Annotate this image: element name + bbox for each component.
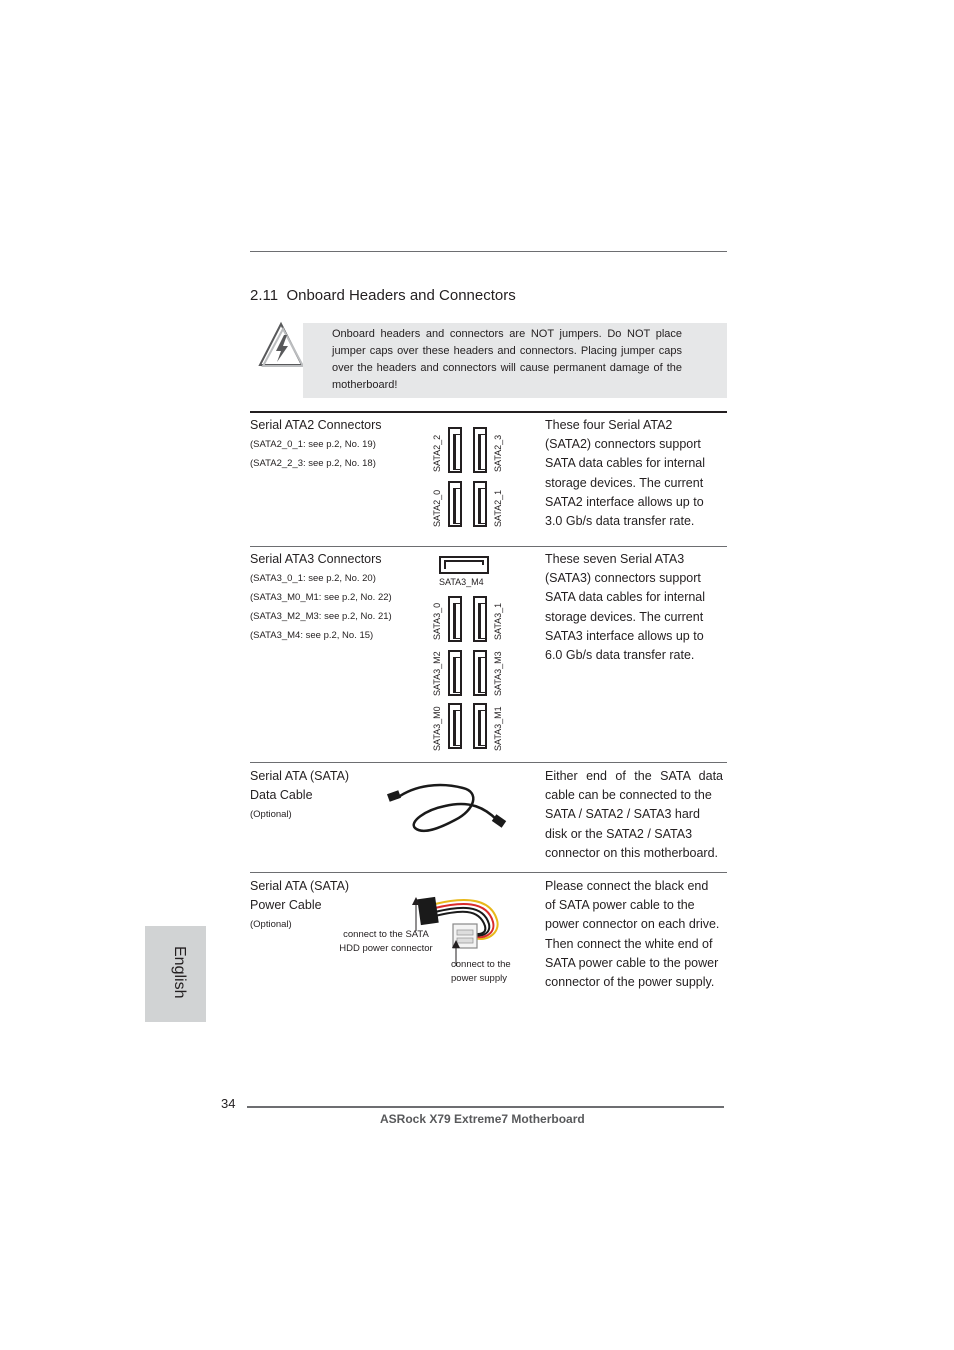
- sata3-m4-label: SATA3_M4: [439, 577, 484, 587]
- divider-sata3: [250, 546, 727, 547]
- sata2-1-label: SATA2_1: [493, 489, 503, 527]
- sata3-m2-label: SATA3_M2: [432, 651, 442, 696]
- sata2-ref-1: (SATA2_2_3: see p.2, No. 18): [250, 458, 376, 469]
- sata2-3-label: SATA2_3: [493, 434, 503, 472]
- sata3-1-label: SATA3_1: [493, 602, 503, 640]
- sata2-2-connector: [448, 427, 462, 473]
- sata3-0-label: SATA3_0: [432, 602, 442, 640]
- sata3-m1-label: SATA3_M1: [493, 706, 503, 751]
- divider-data-cable: [250, 762, 727, 763]
- callout-arrow-sata: [411, 897, 421, 931]
- warning-lightning-icon: [257, 321, 305, 369]
- data-cable-optional: (Optional): [250, 809, 292, 820]
- sata3-m2-connector: [448, 650, 462, 696]
- sata3-m1-connector: [473, 703, 487, 749]
- top-rule: [250, 251, 727, 252]
- section-title: [250, 287, 516, 304]
- callout-power-supply-text: connect to the power supply: [451, 959, 511, 984]
- sata3-m3-label: SATA3_M3: [493, 651, 503, 696]
- power-cable-desc: Please connect the black end of SATA power cable to the power connector on each drive. Then connect the white end of SATA power cable to the power connector of the power supply.: [545, 879, 720, 990]
- power-cable-optional: (Optional): [250, 919, 292, 930]
- sata2-3-connector: [473, 427, 487, 473]
- power-cable-title: Serial ATA (SATA) Power Cable: [250, 879, 350, 912]
- sata3-ref-3: (SATA3_M4: see p.2, No. 15): [250, 630, 374, 641]
- page-number: 34: [221, 1096, 236, 1111]
- sata2-1-connector: [473, 481, 487, 527]
- sata3-0-connector: [448, 596, 462, 642]
- warning-text: Onboard headers and connectors are NOT jumpers. Do NOT place jumper caps over these headers and connectors. Placing jumper caps over the headers and connectors will cause permanent damage of the motherboard!: [332, 328, 682, 391]
- sata3-m4-connector: [439, 556, 489, 574]
- sata2-desc: These four Serial ATA2 (SATA2) connectors support SATA data cables for internal storage devices. The current SATA2 interface allows up to 3.0 Gb/s data transfer rate.: [545, 418, 706, 529]
- divider-sata2: [250, 411, 727, 413]
- sata3-m3-connector: [473, 650, 487, 696]
- sata-data-cable-image: [385, 780, 510, 842]
- sata2-0-label: SATA2_0: [432, 489, 442, 527]
- sata2-2-label: SATA2_2: [432, 434, 442, 472]
- data-cable-title: Serial ATA (SATA) Data Cable: [250, 769, 350, 802]
- sata3-1-connector: [473, 596, 487, 642]
- divider-power-cable: [250, 872, 727, 873]
- language-label: English: [171, 946, 188, 999]
- footer-product: ASRock X79 Extreme7 Motherboard: [380, 1112, 585, 1126]
- sata3-title: Serial ATA3 Connectors: [250, 552, 382, 566]
- sata3-ref-1: (SATA3_M0_M1: see p.2, No. 22): [250, 592, 392, 603]
- sata3-ref-2: (SATA3_M2_M3: see p.2, No. 21): [250, 611, 392, 622]
- data-cable-desc: Either end of the SATA data cable can be connected to the SATA / SATA2 / SATA3 hard disk or the SATA2 / SATA3 connector on this motherboard.: [545, 769, 723, 860]
- callout-sata-text: connect to the SATA HDD power connector: [339, 929, 433, 954]
- section-number: 2.11: [250, 287, 279, 304]
- sata2-0-connector: [448, 481, 462, 527]
- footer-rule: [247, 1106, 724, 1108]
- section-title-text: Onboard Headers and Connectors: [286, 287, 516, 304]
- sata3-ref-0: (SATA3_0_1: see p.2, No. 20): [250, 573, 376, 584]
- sata2-title: Serial ATA2 Connectors: [250, 418, 382, 432]
- sata3-m0-connector: [448, 703, 462, 749]
- sata3-desc: These seven Serial ATA3 (SATA3) connectors support SATA data cables for internal storage devices. The current SATA3 interface allows up to 6.0 Gb/s data transfer rate.: [545, 552, 706, 663]
- sata3-m0-label: SATA3_M0: [432, 706, 442, 751]
- sata2-ref-0: (SATA2_0_1: see p.2, No. 19): [250, 439, 376, 450]
